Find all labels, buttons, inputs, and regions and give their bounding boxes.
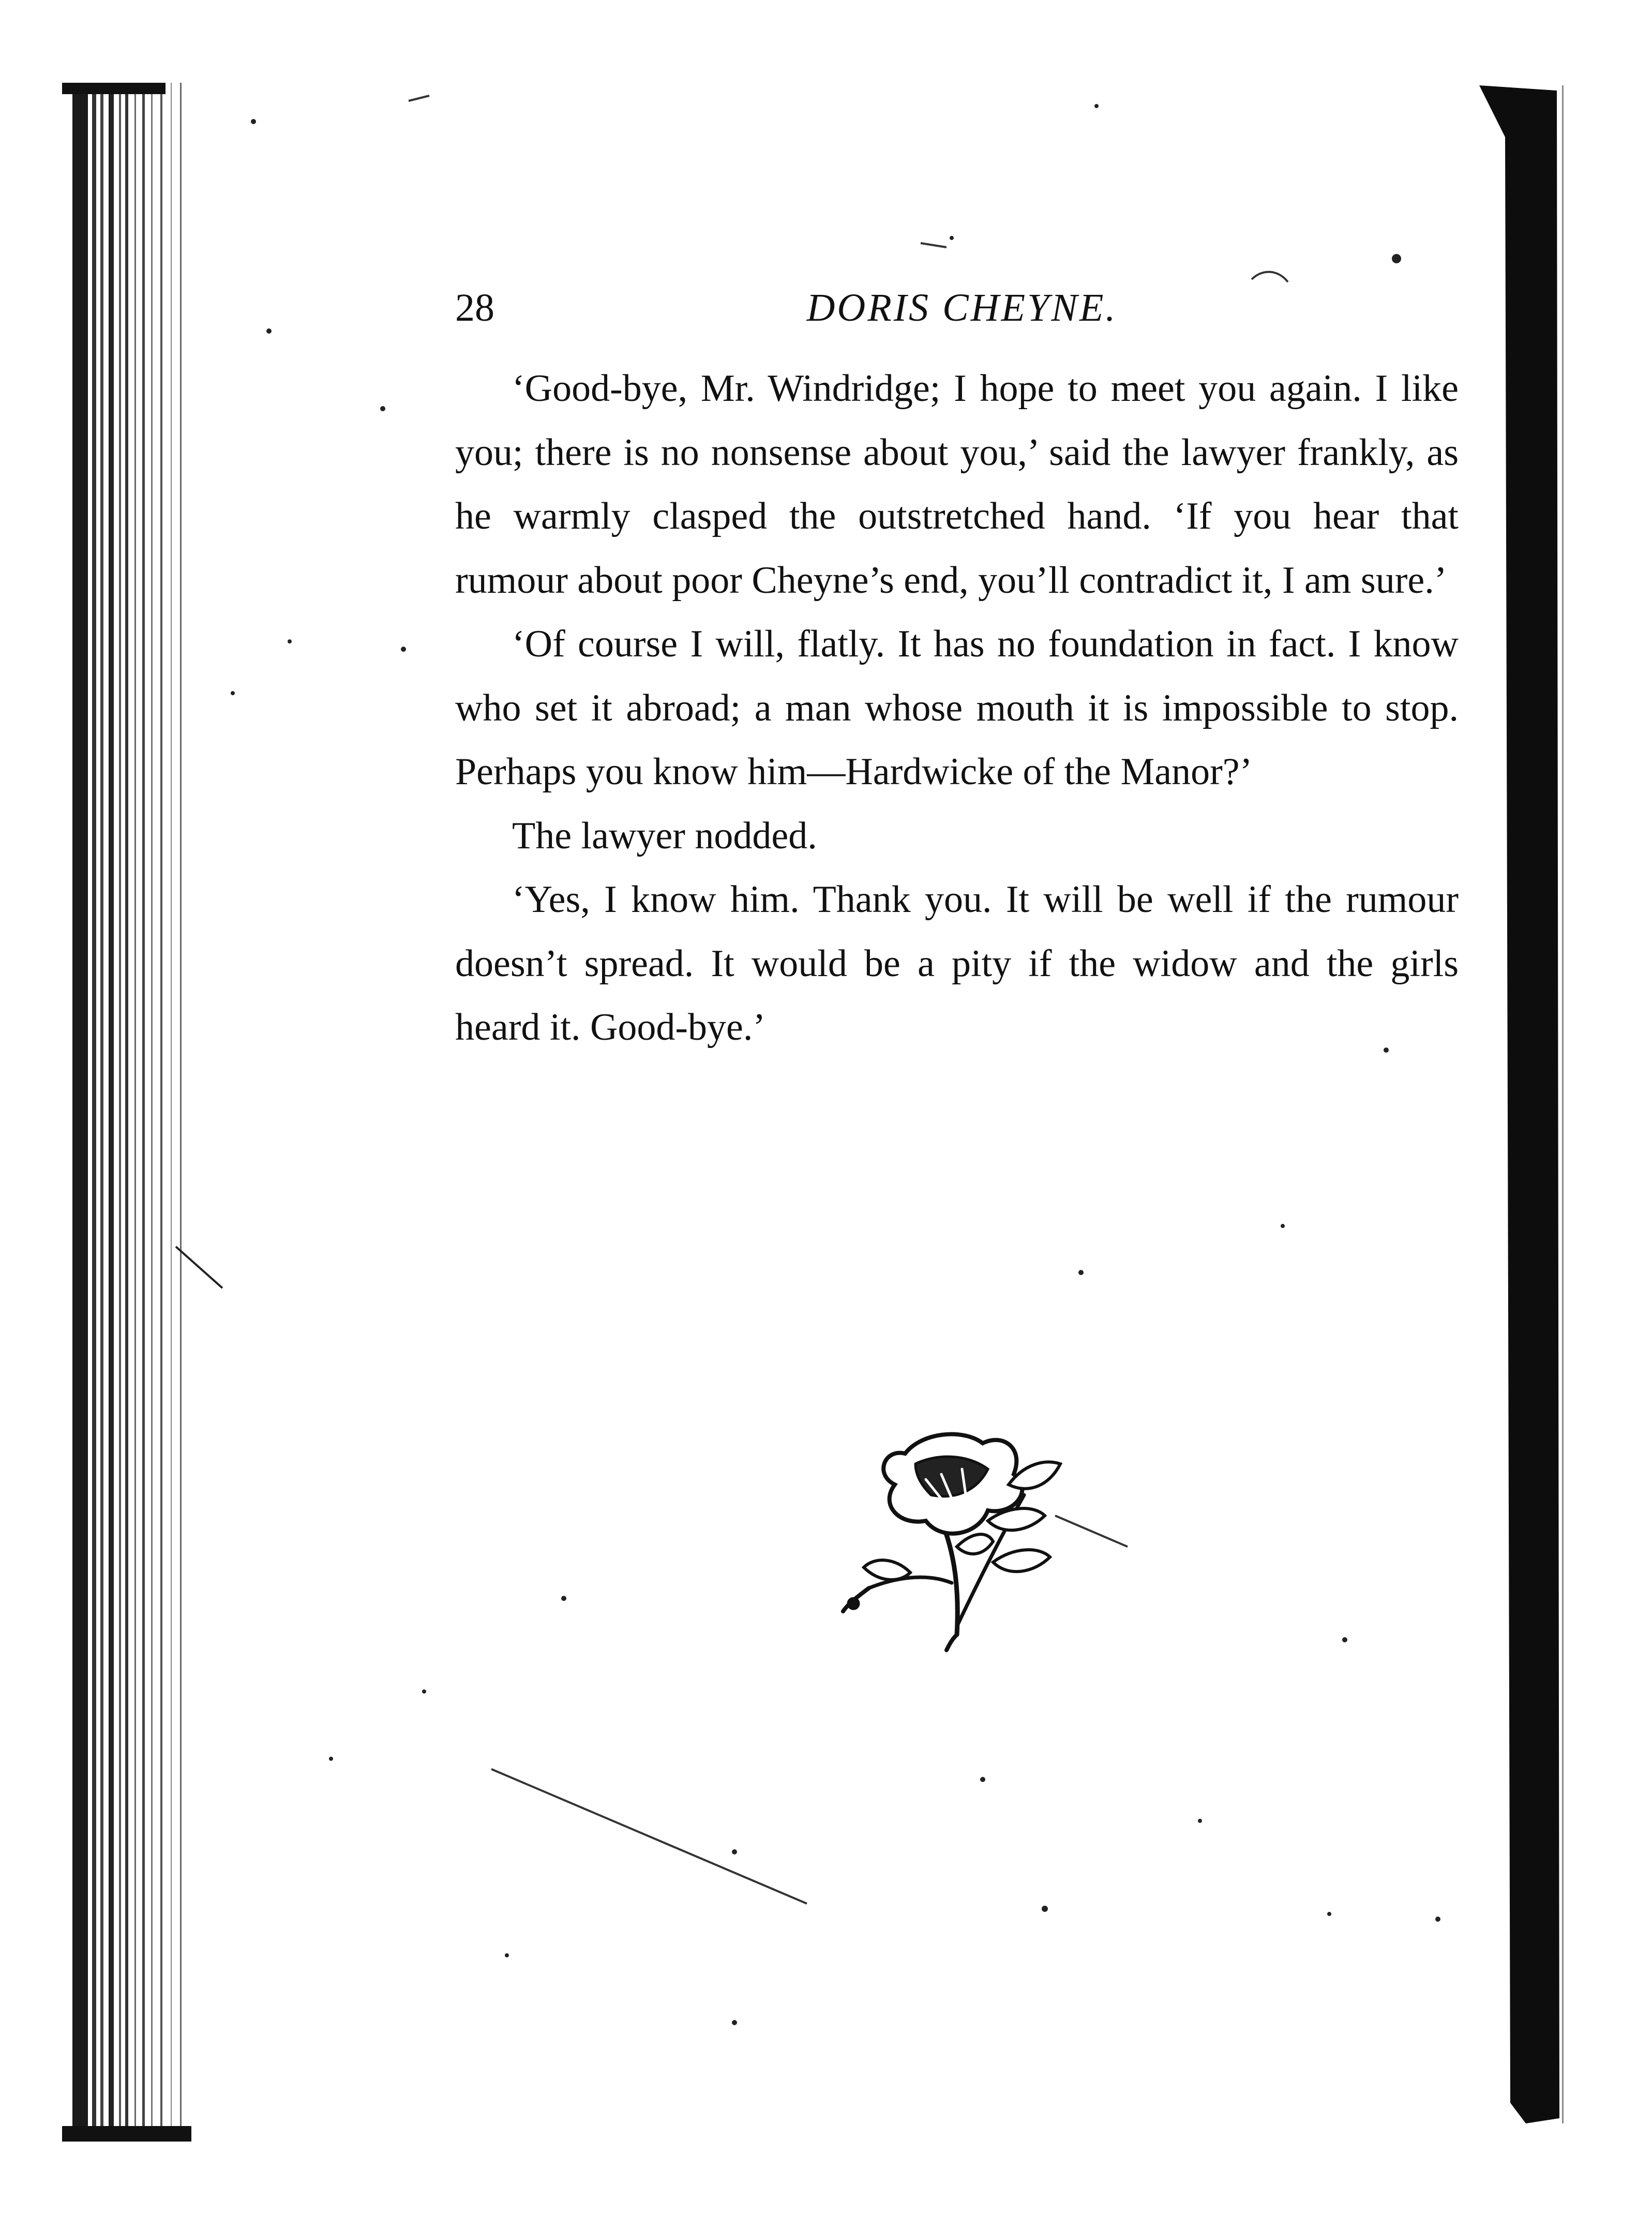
running-title: DORIS CHEYNE. xyxy=(806,286,1118,330)
page-number: 28 xyxy=(455,286,494,330)
paragraph: ‘Of course I will, flatly. It has no foundation in fact. I know who set it abroad; a man whose mouth it is impossible to stop. Perhaps you know him—Hardwicke of the Manor?’ xyxy=(455,623,1459,793)
paragraph: ‘Good-bye, Mr. Windridge; I hope to meet you again. I like you; there is no nonsense about you,’ said the lawyer frankly, as he warmly clasped the outstretched hand. ‘If you hear that rumour about poor Cheyne’s end, you’ll contradict it, I am sure.’ xyxy=(455,367,1459,602)
paragraph: ‘Yes, I know him. Thank you. It will be well if the rumour doesn’t spread. It would be a pity if the widow and the girls heard it. Good-bye.’ xyxy=(455,878,1459,1049)
body-text xyxy=(455,357,1459,1060)
right-binding-edge xyxy=(1479,85,1609,2123)
paragraph: The lawyer nodded. xyxy=(512,814,817,857)
left-binding-edge xyxy=(62,83,228,2142)
flower-sprig-icon xyxy=(838,1417,1076,1655)
running-header xyxy=(455,279,1469,336)
